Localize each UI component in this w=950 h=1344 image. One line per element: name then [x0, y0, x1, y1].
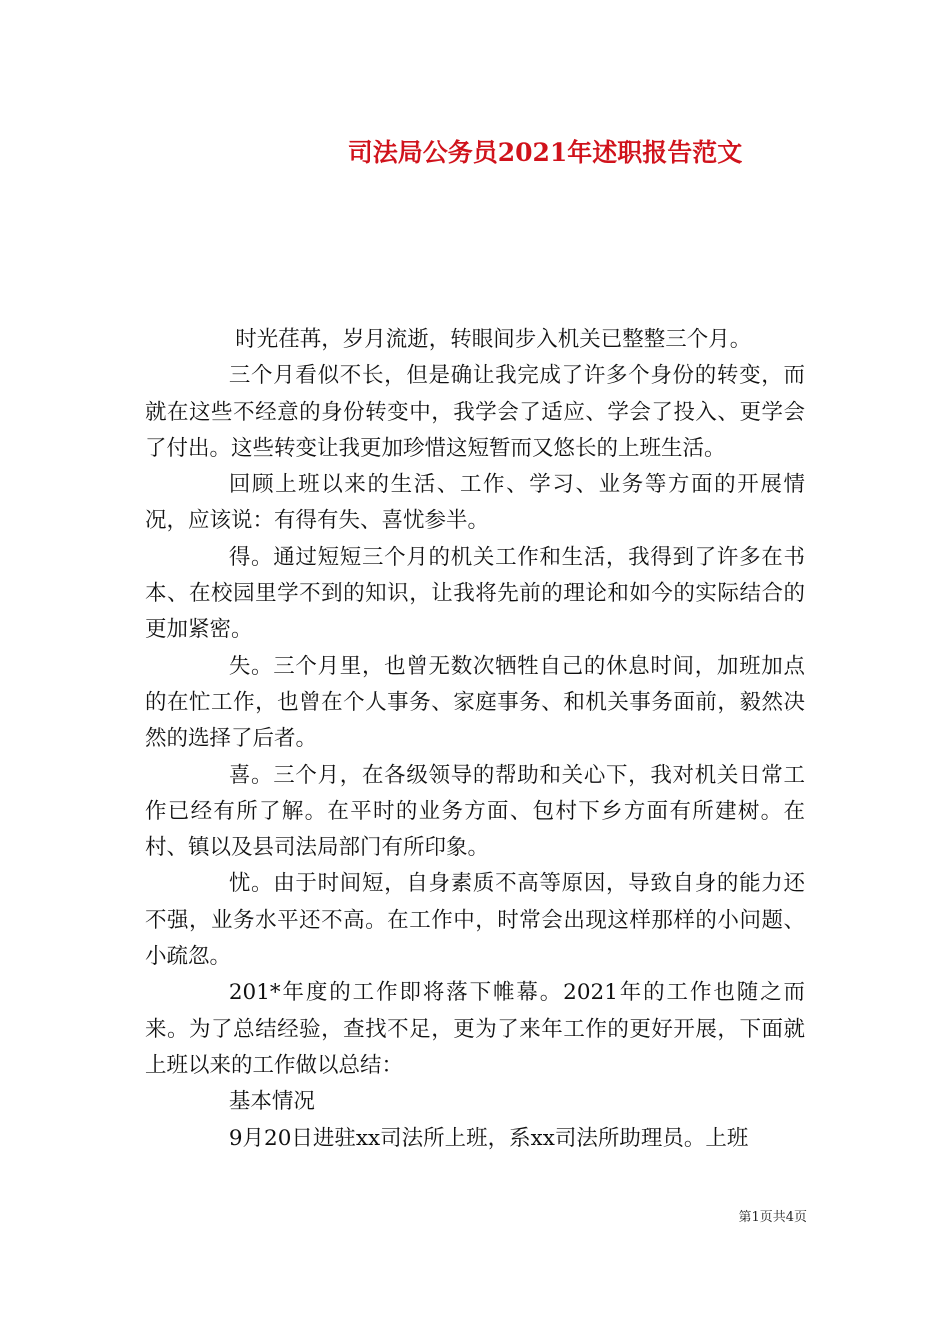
- page-number: 第1页共4页: [738, 1210, 807, 1225]
- paragraph: 时光荏苒，岁月流逝，转眼间步入机关已整整三个月。: [235, 327, 752, 352]
- section-heading: 基本情况: [228, 1089, 315, 1115]
- paragraph: 三个月看似不长，但是确让我完成了许多个身份的转变，而就在这些不经意的身份转变中，我学会了适应、学会了投入、更学会了付出。这些转变让我更加珍惜这短暂而又悠长的上班生活。: [145, 363, 805, 461]
- paragraph: 回顾上班以来的生活、工作、学习、业务等方面的开展情况，应该说：有得有失、喜忧参半。: [145, 472, 805, 534]
- paragraph: 得。通过短短三个月的机关工作和生活，我得到了许多在书本、在校园里学不到的知识，让我将先前的理论和如今的实际结合的更加紧密。: [145, 544, 805, 643]
- paragraph: 喜。三个月，在各级领导的帮助和关心下，我对机关日常工作已经有所了解。在平时的业务方面、包村下乡方面有所建树。在村、镇以及县司法局部门有所印象。: [145, 762, 805, 861]
- paragraph: 失。三个月里，也曾无数次牺牲自己的休息时间，加班加点的在忙工作，也曾在个人事务、家庭事务、和机关事务面前，毅然决然的选择了后者。: [145, 653, 805, 752]
- paragraph: 9月20日进驻xx司法所上班，系xx司法所助理员。上班: [228, 1125, 749, 1151]
- document-title: 司法局公务员2021年述职报告范文: [347, 138, 743, 167]
- paragraph: 忧。由于时间短，自身素质不高等原因，导致自身的能力还不强，业务水平还不高。在工作中，时常会出现这样那样的小问题、小疏忽。: [145, 871, 805, 970]
- paragraph: 201*年度的工作即将落下帷幕。2021年的工作也随之而来。为了总结经验，查找不足，更为了来年工作的更好开展，下面就上班以来的工作做以总结：: [145, 980, 805, 1078]
- document-body: [145, 322, 805, 1157]
